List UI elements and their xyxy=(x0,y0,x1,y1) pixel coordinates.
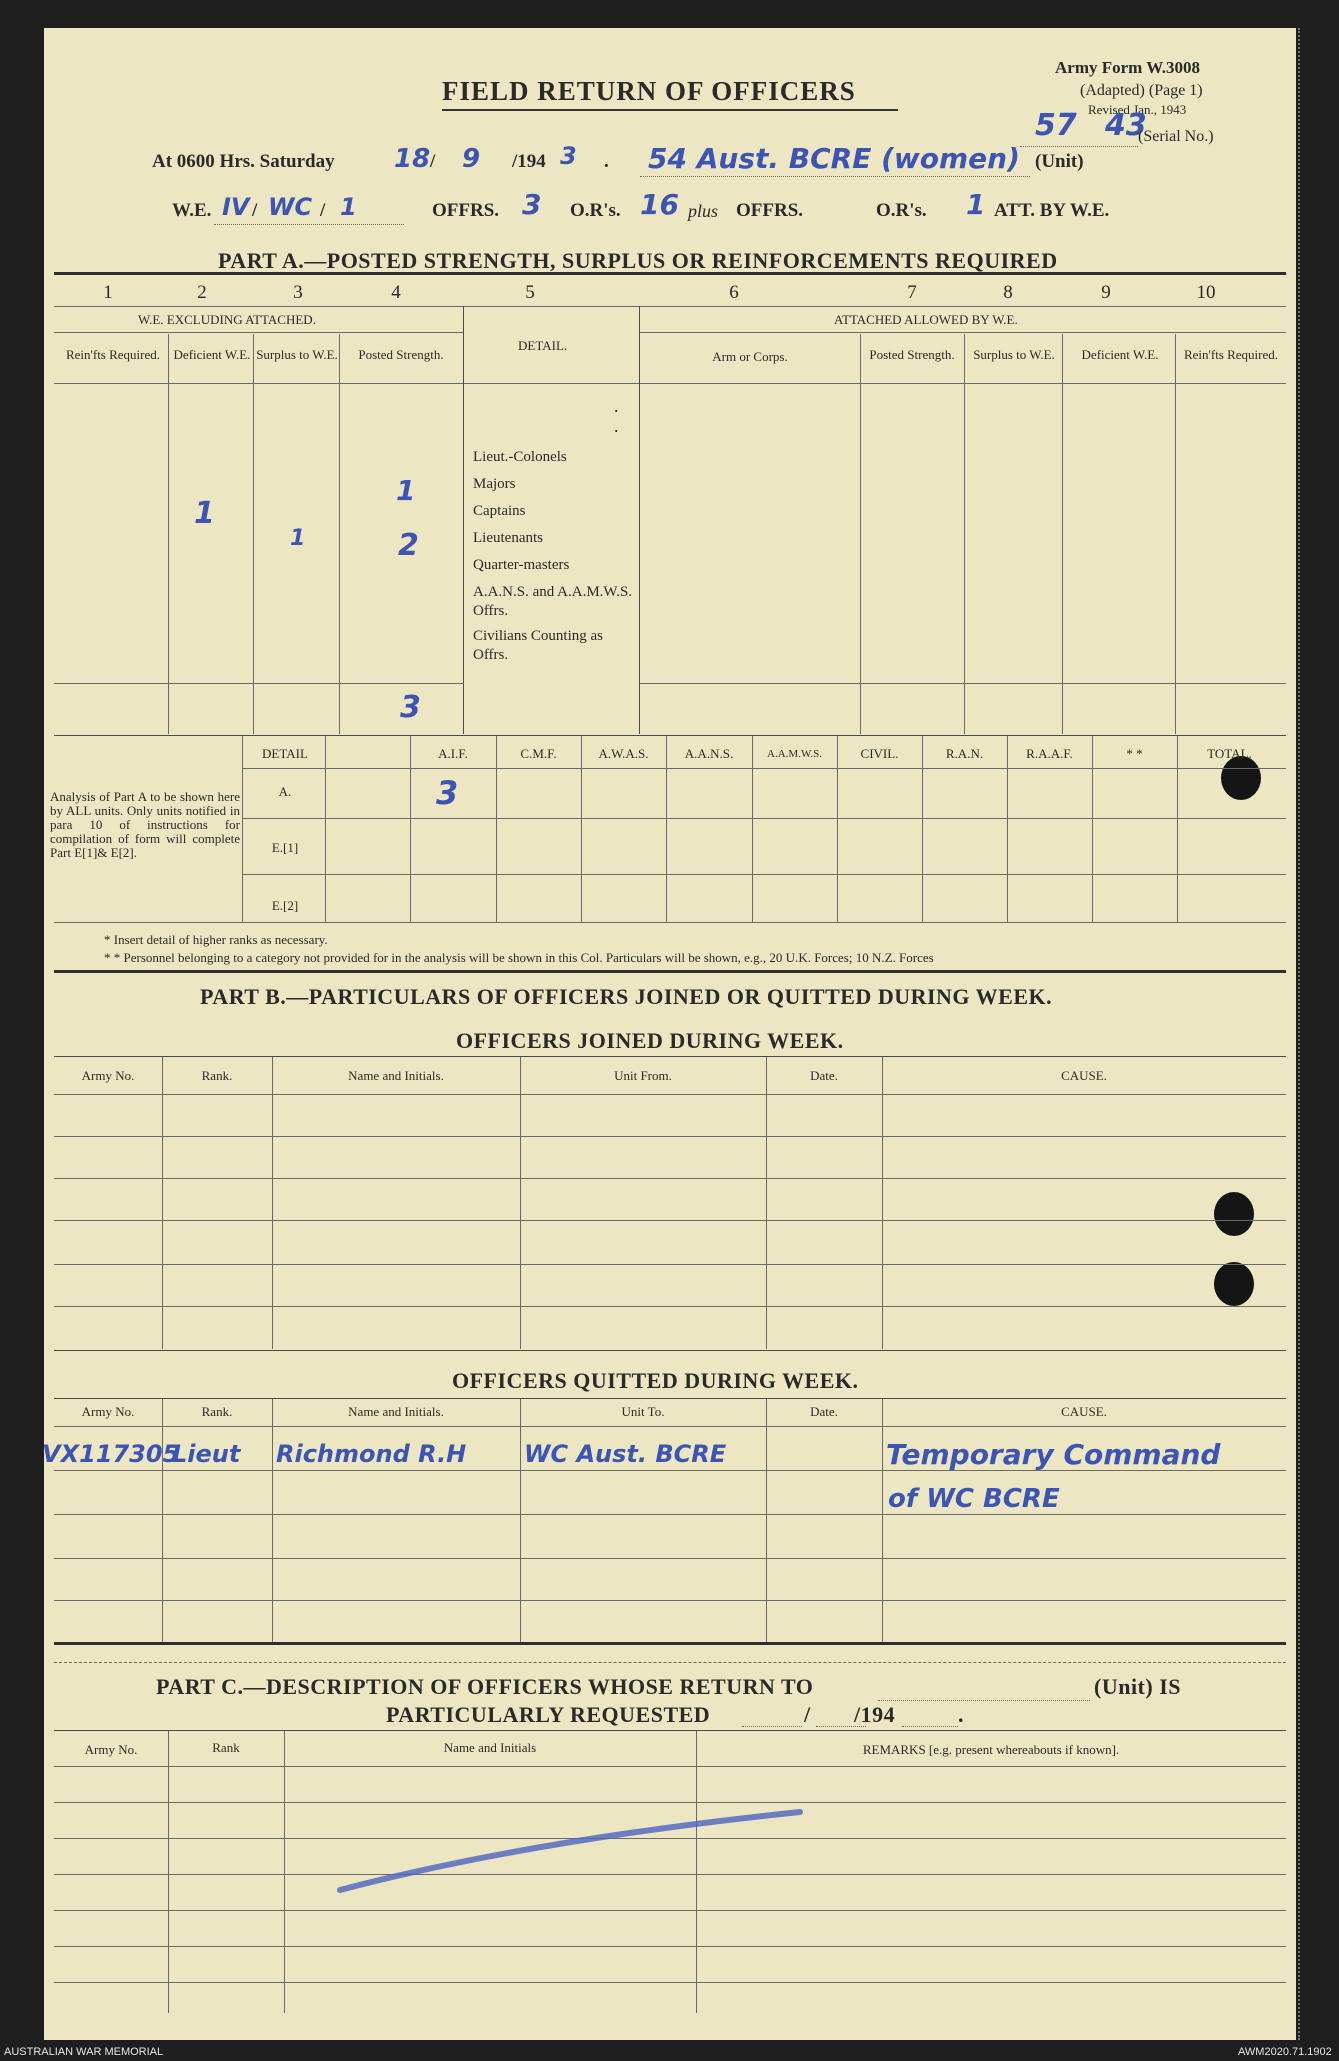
we-label: W.E. xyxy=(172,200,212,221)
col-number: 2 xyxy=(197,282,207,303)
quitted-col-unit-to: Unit To. xyxy=(621,1404,665,1419)
part-c-unit-is: (Unit) IS xyxy=(1094,1674,1182,1699)
rank-lieut-colonels: Lieut.-Colonels xyxy=(473,449,567,465)
col-number: 4 xyxy=(391,282,401,303)
year-hand: 3 xyxy=(560,142,577,170)
quitted-row-line xyxy=(54,1426,1286,1427)
date-month: 9 xyxy=(462,144,481,174)
analysis-divider xyxy=(325,736,326,922)
analysis-head-civil: CIVIL. xyxy=(860,746,899,761)
detail-header: DETAIL. xyxy=(518,338,568,353)
part-c-year: /194 xyxy=(854,1702,896,1727)
analysis-head-awas: A.W.A.S. xyxy=(598,746,649,761)
punch-hole xyxy=(1214,1192,1254,1236)
part-c-unit-dotline xyxy=(878,1700,1090,1701)
we-excluding-label: W.E. EXCLUDING ATTACHED. xyxy=(138,312,316,327)
col-deficient-att: Deficient W.E. xyxy=(1081,347,1159,362)
joined-col-army-no: Army No. xyxy=(81,1068,135,1083)
at-label: At 0600 Hrs. Saturday xyxy=(152,151,335,172)
col-reinf-required: Rein'fts Required. xyxy=(65,347,161,362)
col-number: 9 xyxy=(1101,282,1111,303)
hand-posted-major: 1 xyxy=(396,474,416,507)
analysis-row-line xyxy=(242,768,1286,769)
part-c-dashed-rule xyxy=(54,1662,1286,1663)
part-c-top-line xyxy=(54,1730,1286,1731)
quitted-cause-2: of WC BCRE xyxy=(888,1484,1060,1514)
part-c-col-army-no: Army No. xyxy=(84,1742,138,1757)
analysis-note: Analysis of Part A to be shown here by ALL units. Only units notified in para 10 of instructions for compilation of form will complete Part E[1]& E[2]. xyxy=(50,789,240,860)
ors-label-2: O.R's. xyxy=(876,200,927,221)
part-c-row-line xyxy=(54,1982,1286,1983)
col-number: 10 xyxy=(1196,282,1216,303)
joined-row-line xyxy=(54,1094,1286,1095)
quitted-divider xyxy=(272,1399,273,1643)
col-divider xyxy=(168,334,169,734)
rank-captains: Captains xyxy=(473,503,526,519)
form-adapted: (Adapted) (Page 1) xyxy=(1080,82,1203,99)
analysis-row-e2: E.[2] xyxy=(271,898,299,913)
part-c-row-line xyxy=(54,1946,1286,1947)
joined-top-line xyxy=(54,1056,1286,1057)
quitted-divider xyxy=(162,1399,163,1643)
analysis-head-cmf: C.M.F. xyxy=(520,746,557,761)
joined-row-line xyxy=(54,1178,1286,1179)
part-c-row-line xyxy=(54,1910,1286,1911)
col-posted-strength-att: Posted Strength. xyxy=(869,347,955,362)
quitted-title: OFFICERS QUITTED DURING WEEK. xyxy=(452,1368,859,1393)
left-sub-line xyxy=(54,332,464,333)
rank-lieutenants: Lieutenants xyxy=(473,530,543,546)
serial-year: 43 xyxy=(1105,108,1147,143)
joined-bottom xyxy=(54,1350,1286,1351)
quitted-rank: Lieut xyxy=(172,1440,241,1468)
col-number: 8 xyxy=(1003,282,1013,303)
joined-title: OFFICERS JOINED DURING WEEK. xyxy=(456,1028,844,1053)
quitted-col-rank: Rank. xyxy=(201,1404,233,1419)
col-divider xyxy=(1175,334,1176,734)
col-divider xyxy=(860,334,861,734)
analysis-divider xyxy=(581,736,582,922)
quitted-row-line xyxy=(54,1558,1286,1559)
date-day: 18 xyxy=(394,144,431,174)
part-b-title: PART B.—PARTICULARS OF OFFICERS JOINED OR QUITTED DURING WEEK. xyxy=(200,984,1053,1009)
joined-row-line xyxy=(54,1220,1286,1221)
we-dotline xyxy=(214,224,404,225)
analysis-head-aamws: A.A.M.W.S. xyxy=(767,748,822,760)
analysis-head-other: * * xyxy=(1126,746,1143,761)
date-slash: / xyxy=(430,151,436,172)
analysis-divider xyxy=(242,736,243,922)
col-surplus: Surplus to W.E. xyxy=(256,347,338,362)
part-a-rule xyxy=(54,272,1286,275)
quitted-divider xyxy=(766,1399,767,1643)
attached-allowed-label: ATTACHED ALLOWED BY W.E. xyxy=(834,312,1018,327)
we-slash-1: / xyxy=(252,200,258,221)
col-divider xyxy=(639,306,640,734)
analysis-divider xyxy=(1177,736,1178,922)
col-number: 1 xyxy=(103,282,113,303)
pen-strike-mark xyxy=(330,1800,810,1900)
part-a-title: PART A.—POSTED STRENGTH, SURPLUS OR REINFORCEMENTS REQUIRED xyxy=(218,248,1058,273)
analysis-divider xyxy=(752,736,753,922)
col-divider xyxy=(339,334,340,734)
analysis-divider xyxy=(922,736,923,922)
serial-label: (Serial No.) xyxy=(1138,128,1214,145)
part-c-date-dotline xyxy=(742,1726,802,1727)
dot-sep: . xyxy=(604,151,609,172)
offrs-label: OFFRS. xyxy=(432,200,500,221)
col-deficient: Deficient W.E. xyxy=(173,347,251,362)
joined-col-date: Date. xyxy=(810,1068,838,1083)
serial-value: 57 xyxy=(1035,108,1077,143)
col-divider xyxy=(964,334,965,734)
part-a-top-line xyxy=(54,306,1286,307)
col-divider xyxy=(463,306,464,734)
rank-civilians: Civilians Counting as Offrs. xyxy=(473,628,604,663)
col-number: 7 xyxy=(907,282,917,303)
part-a-total-line xyxy=(54,683,464,684)
part-c-divider xyxy=(284,1731,285,2013)
title-underline xyxy=(442,109,898,111)
col-divider xyxy=(253,334,254,734)
hand-posted-total: 3 xyxy=(400,690,421,725)
analysis-row-e1: E.[1] xyxy=(271,840,299,855)
analysis-row-line xyxy=(242,874,1286,875)
part-c-title-2: PARTICULARLY REQUESTED xyxy=(386,1702,711,1727)
rank-quartermasters: Quarter-masters xyxy=(473,557,570,573)
joined-row-line xyxy=(54,1136,1286,1137)
analysis-divider xyxy=(1092,736,1093,922)
quitted-unit-to: WC Aust. BCRE xyxy=(524,1440,727,1468)
col-number: 3 xyxy=(293,282,303,303)
rank-aans-aamws: A.A.N.S. and A.A.M.W.S. Offrs. xyxy=(473,584,633,619)
ors-value-2: 1 xyxy=(966,188,986,221)
rank-majors: Majors xyxy=(473,476,516,492)
quitted-divider xyxy=(520,1399,521,1643)
unit-dotline xyxy=(640,176,1030,177)
right-sub-line xyxy=(640,332,1286,333)
quitted-col-army-no: Army No. xyxy=(81,1404,135,1419)
col-number: 6 xyxy=(729,282,739,303)
we-1: IV xyxy=(222,193,250,221)
analysis-divider xyxy=(496,736,497,922)
analysis-row-line xyxy=(242,818,1286,819)
quitted-row-line xyxy=(54,1514,1286,1515)
form-revised: Revised Jan., 1943 xyxy=(1088,102,1187,117)
analysis-row-a: A. xyxy=(278,784,292,799)
unit-label: (Unit) xyxy=(1035,151,1084,172)
offrs-value: 3 xyxy=(522,188,542,221)
col-divider xyxy=(1062,334,1063,734)
col-number: 5 xyxy=(525,282,535,303)
year-printed: /194 xyxy=(512,151,546,172)
att-label: ATT. BY W.E. xyxy=(994,200,1110,221)
perforation-line xyxy=(1298,28,1300,2040)
we-2: WC xyxy=(268,193,313,221)
we-3: 1 xyxy=(340,193,357,221)
analysis-head-raaf: R.A.A.F. xyxy=(1026,746,1073,761)
analysis-divider xyxy=(666,736,667,922)
we-slash-2: / xyxy=(320,200,326,221)
quitted-col-date: Date. xyxy=(810,1404,838,1419)
col-surplus-att: Surplus to W.E. xyxy=(973,347,1055,362)
quitted-bottom xyxy=(54,1642,1286,1645)
part-c-col-remarks: REMARKS [e.g. present whereabouts if known]. xyxy=(862,1742,1120,1757)
analysis-head-total: TOTAL. xyxy=(1207,746,1252,761)
analysis-divider xyxy=(1007,736,1008,922)
hand-surplus: 1 xyxy=(290,526,306,551)
part-c-dot: . xyxy=(958,1702,964,1727)
joined-col-name: Name and Initials. xyxy=(348,1068,444,1083)
quitted-divider xyxy=(882,1399,883,1643)
joined-col-unit-from: Unit From. xyxy=(614,1068,672,1083)
punch-hole xyxy=(1214,1262,1254,1306)
footer-left: AUSTRALIAN WAR MEMORIAL xyxy=(4,2046,164,2058)
part-b-rule xyxy=(54,970,1286,973)
analysis-head-detail: DETAIL xyxy=(262,746,308,761)
quitted-name: Richmond R.H xyxy=(276,1440,467,1468)
form-id: Army Form W.3008 xyxy=(1055,58,1200,77)
plus-label: plus xyxy=(688,201,719,221)
joined-row-line xyxy=(54,1306,1286,1307)
hand-deficient: 1 xyxy=(194,496,215,531)
quitted-row-line xyxy=(54,1600,1286,1601)
part-c-col-name: Name and Initials xyxy=(443,1740,537,1755)
footer-right: AWM2020.71.1902 xyxy=(1238,2046,1332,2058)
footnote-2: * * Personnel belonging to a category not provided for in the analysis will be shown in this Col. Particulars will be shown, e.g., 20 U.K. Forces; 10 N.Z. Forces xyxy=(104,950,934,965)
col-reinf-required-att: Rein'fts Required. xyxy=(1183,347,1279,362)
col-posted-strength: Posted Strength. xyxy=(358,347,444,362)
detail-dots: . . xyxy=(614,396,619,436)
analysis-head-ran: R.A.N. xyxy=(945,746,984,761)
serial-dotline xyxy=(1020,146,1138,147)
analysis-divider xyxy=(410,736,411,922)
quitted-col-cause: CAUSE. xyxy=(1061,1404,1107,1419)
analysis-divider xyxy=(837,736,838,922)
hand-aif-a: 3 xyxy=(436,774,459,812)
ors-label: O.R's. xyxy=(570,200,621,221)
part-a-total-line-right xyxy=(640,683,1286,684)
joined-col-cause: CAUSE. xyxy=(1061,1068,1107,1083)
part-c-year-dotline xyxy=(902,1726,958,1727)
analysis-head-aans: A.A.N.S. xyxy=(684,746,734,761)
unit-hand: 54 Aust. BCRE (women) xyxy=(648,142,1020,175)
part-c-title-1: PART C.—DESCRIPTION OF OFFICERS WHOSE RETURN TO xyxy=(156,1674,814,1699)
part-a-header-bottom xyxy=(54,383,1286,384)
part-c-col-rank: Rank xyxy=(212,1740,240,1755)
footnote-1: * Insert detail of higher ranks as necessary. xyxy=(104,932,328,947)
part-c-divider xyxy=(168,1731,169,2013)
punch-hole xyxy=(1221,756,1261,800)
quitted-army-no: VX117305 xyxy=(42,1440,180,1468)
part-c-row-line xyxy=(54,1766,1286,1767)
part-c-slash: / xyxy=(804,1702,811,1727)
analysis-top-rule xyxy=(54,735,1286,736)
quitted-col-name: Name and Initials. xyxy=(348,1404,444,1419)
col-arm-corps: Arm or Corps. xyxy=(712,349,788,364)
quitted-top-line xyxy=(54,1398,1286,1399)
page-title: FIELD RETURN OF OFFICERS xyxy=(442,76,856,106)
analysis-bottom xyxy=(54,922,1286,923)
joined-row-line xyxy=(54,1264,1286,1265)
quitted-cause-1: Temporary Command xyxy=(886,1438,1221,1471)
ors-value: 16 xyxy=(640,188,679,221)
analysis-head-aif: A.I.F. xyxy=(438,746,468,761)
joined-col-rank: Rank. xyxy=(201,1068,233,1083)
hand-posted-lieut: 2 xyxy=(398,528,419,563)
offrs-label-2: OFFRS. xyxy=(736,200,804,221)
